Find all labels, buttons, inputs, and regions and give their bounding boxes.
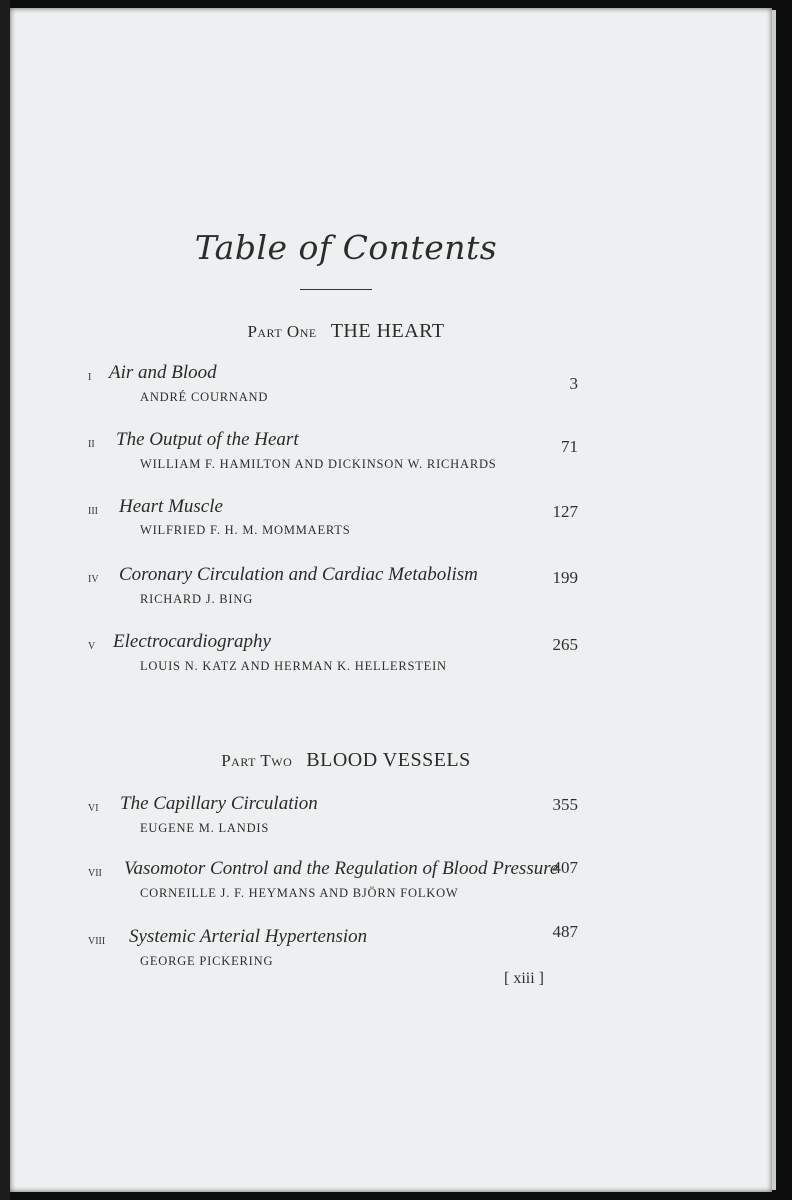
chapter-title: The Capillary Circulation — [120, 793, 318, 814]
chapter-page: 355 — [552, 795, 578, 814]
chapter-entry-7 — [88, 858, 578, 908]
part-label: Part One — [247, 322, 317, 341]
chapter-title: The Output of the Heart — [116, 429, 299, 450]
chapter-entry-1 — [88, 362, 578, 412]
chapter-author: WILLIAM F. HAMILTON AND DICKINSON W. RICHARDS — [140, 457, 497, 471]
part-title: BLOOD VESSELS — [306, 749, 471, 771]
chapter-entry-8 — [88, 922, 578, 976]
book-page — [10, 8, 772, 1192]
page-edge — [772, 10, 776, 1190]
chapter-entry-3 — [88, 496, 578, 546]
part-two-heading — [10, 749, 682, 772]
chapter-author: ANDRÉ COURNAND — [140, 390, 269, 404]
title-rule — [300, 289, 372, 290]
chapter-title: Heart Muscle — [119, 496, 223, 517]
chapter-author: CORNEILLE J. F. HEYMANS AND BJÖRN FOLKOW — [140, 886, 459, 900]
chapter-entry-5 — [88, 631, 578, 681]
chapter-numeral: v — [88, 638, 96, 653]
book-spine-shadow — [0, 0, 10, 1200]
chapter-numeral: vi — [88, 800, 99, 815]
chapter-page: 127 — [552, 502, 578, 521]
chapter-title: Electrocardiography — [113, 631, 271, 652]
chapter-numeral: iv — [88, 571, 99, 586]
chapter-entry-2 — [88, 429, 578, 479]
chapter-page: 265 — [552, 635, 578, 654]
chapter-title: Vasomotor Control and the Regulation of Blood Pressure — [124, 858, 559, 879]
chapter-author: WILFRIED F. H. M. MOMMAERTS — [140, 523, 351, 537]
chapter-title: Systemic Arterial Hypertension — [129, 926, 368, 947]
page-folio: [ xiii ] — [504, 970, 544, 987]
chapter-author: GEORGE PICKERING — [140, 954, 274, 968]
chapter-numeral: iii — [88, 503, 98, 518]
part-title: THE HEART — [330, 320, 445, 342]
page-title: Table of Contents — [194, 228, 498, 267]
chapter-author: LOUIS N. KATZ AND HERMAN K. HELLERSTEIN — [140, 659, 447, 673]
chapter-page: 407 — [552, 858, 578, 877]
chapter-author: EUGENE M. LANDIS — [140, 821, 270, 835]
chapter-page: 199 — [552, 568, 578, 587]
chapter-numeral: ii — [88, 436, 95, 451]
chapter-title: Coronary Circulation and Cardiac Metabolism — [119, 564, 478, 585]
chapter-page: 71 — [561, 437, 578, 456]
chapter-title: Air and Blood — [109, 362, 217, 383]
chapter-numeral: vii — [88, 865, 102, 880]
chapter-page: 487 — [552, 922, 578, 941]
chapter-author: RICHARD J. BING — [140, 592, 254, 606]
chapter-numeral: i — [88, 369, 92, 384]
chapter-entry-6 — [88, 793, 578, 843]
part-one-heading — [10, 320, 682, 343]
chapter-entry-4 — [88, 564, 578, 614]
part-label: Part Two — [221, 751, 293, 770]
chapter-numeral: viii — [88, 933, 106, 948]
chapter-page: 3 — [569, 374, 578, 393]
